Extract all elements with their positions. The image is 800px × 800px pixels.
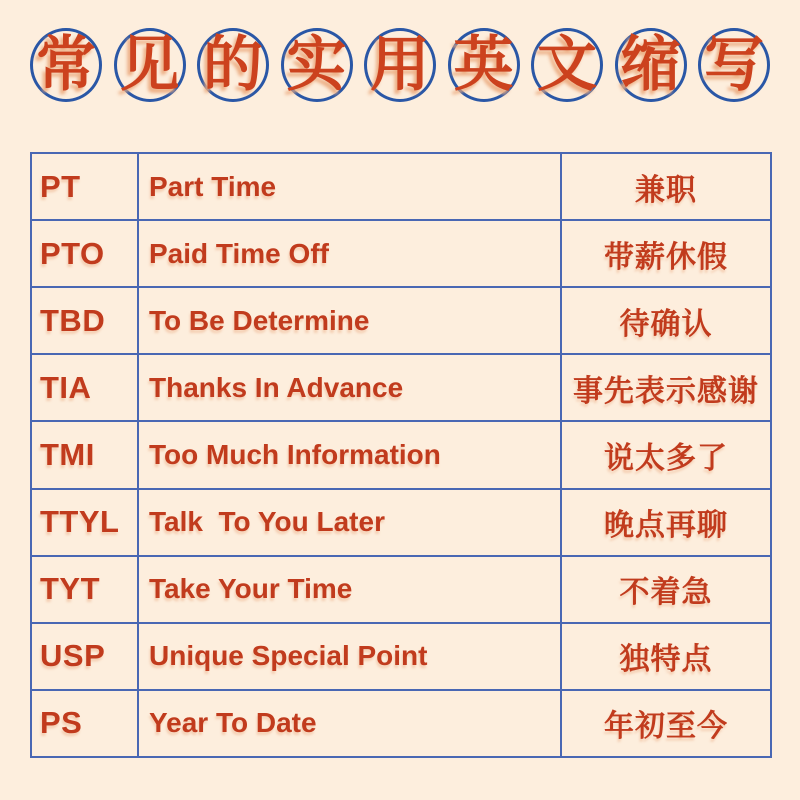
title-character: 写 (704, 31, 764, 98)
table-row (31, 623, 771, 690)
table-row (31, 421, 771, 488)
table-row (31, 354, 771, 421)
abbreviation-cell: TYT (31, 556, 138, 623)
title-character-circle (30, 28, 102, 102)
table-row (31, 489, 771, 556)
title-character-circle (615, 28, 687, 102)
chinese-cell: 年初至今 (561, 690, 771, 757)
english-cell: Unique Special Point (138, 623, 561, 690)
title-character: 用 (370, 31, 430, 98)
title-character-circle (448, 28, 520, 102)
title-character: 实 (286, 31, 347, 98)
title-character: 英 (453, 31, 514, 98)
abbreviation-table (30, 152, 772, 758)
abbreviation-cell: USP (31, 623, 138, 690)
title-character-circle (281, 28, 353, 102)
table-row (31, 220, 771, 287)
title-character-circle (114, 28, 186, 102)
title-character: 常 (36, 31, 96, 98)
abbreviation-cell: PS (31, 690, 138, 757)
page-title (30, 28, 770, 102)
english-cell: Talk To You Later (138, 489, 561, 556)
title-character-circle (698, 28, 770, 102)
title-character-circle (531, 28, 603, 102)
abbreviation-table-body (31, 153, 771, 757)
chinese-cell: 待确认 (561, 287, 771, 354)
english-cell: Thanks In Advance (138, 354, 561, 421)
chinese-cell: 事先表示感谢 (561, 354, 771, 421)
table-row (31, 287, 771, 354)
chinese-cell: 带薪休假 (561, 220, 771, 287)
chinese-cell: 说太多了 (561, 421, 771, 488)
abbreviation-cell: TTYL (31, 489, 138, 556)
title-character-circle (364, 28, 436, 102)
chinese-cell: 不着急 (561, 556, 771, 623)
english-cell: Year To Date (138, 690, 561, 757)
title-character-circle (197, 28, 269, 102)
abbreviation-cell: PT (31, 153, 138, 220)
english-cell: To Be Determine (138, 287, 561, 354)
chinese-cell: 兼职 (561, 153, 771, 220)
abbreviation-cell: TIA (31, 354, 138, 421)
english-cell: Part Time (138, 153, 561, 220)
chinese-cell: 独特点 (561, 623, 771, 690)
title-character: 缩 (620, 31, 681, 98)
abbreviation-cell: TMI (31, 421, 138, 488)
english-cell: Too Much Information (138, 421, 561, 488)
title-character: 文 (537, 31, 597, 98)
abbreviation-cell: PTO (31, 220, 138, 287)
chinese-cell: 晚点再聊 (561, 489, 771, 556)
english-cell: Paid Time Off (138, 220, 561, 287)
table-row (31, 153, 771, 220)
title-character: 见 (119, 31, 180, 98)
table-row (31, 690, 771, 757)
abbreviation-cell: TBD (31, 287, 138, 354)
table-row (31, 556, 771, 623)
title-character: 的 (203, 31, 263, 98)
english-cell: Take Your Time (138, 556, 561, 623)
